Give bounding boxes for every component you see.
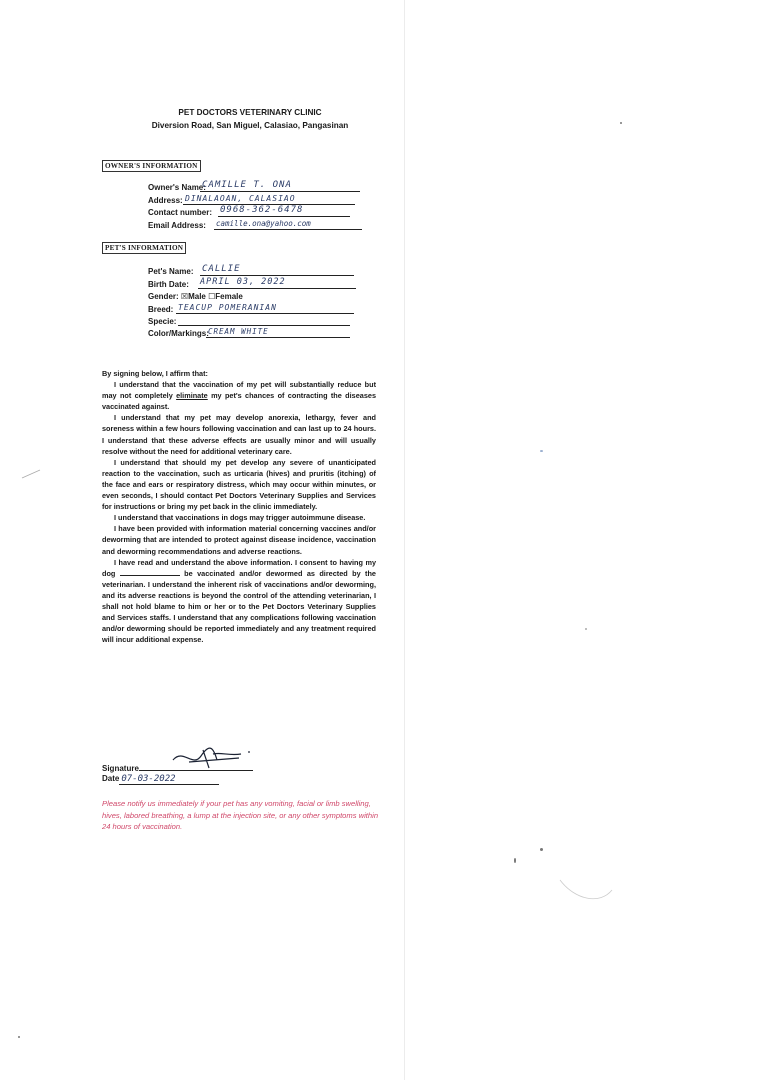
pet-name-value: CALLIE bbox=[200, 264, 354, 276]
owner-contact-value: 0968-362-6478 bbox=[218, 205, 350, 217]
affirmation-p6-text-b: be vaccinated and/or dewormed as directed by the veterinarian. I understand the inherent risk of vaccinations and/or deworming, and its adverse reactions is beyond the control of the attending veterinarian, I shall not hold blame to him or her or to the Pet Doctors Veterinary Supplies and Services staffs. I understand that any complications following vaccination and/or deworming should be reported immediately and any treatment required will incur additional expense. bbox=[102, 568, 376, 645]
scan-speck bbox=[585, 628, 587, 630]
handwritten-signature bbox=[169, 742, 259, 772]
affirmation-section bbox=[102, 368, 376, 645]
signature-field bbox=[102, 762, 253, 773]
pet-birthdate-field bbox=[148, 277, 286, 290]
pet-section-title: PET'S INFORMATION bbox=[102, 242, 186, 254]
clinic-address: Diversion Road, San Miguel, Calasiao, Pangasinan bbox=[151, 121, 349, 130]
scan-speck bbox=[540, 848, 543, 851]
pet-specie-value bbox=[178, 316, 350, 326]
owner-name-value: CAMILLE T. ONA bbox=[200, 180, 360, 192]
pet-breed-label: Breed: bbox=[148, 305, 174, 314]
affirmation-paragraph-5: I have been provided with information material concerning vaccines and/or deworming that are intended to protect against disease incidence, vaccination and deworming recommendations and adverse reactions. bbox=[102, 524, 376, 556]
owner-email-value: camille.ona@yahoo.com bbox=[214, 218, 362, 230]
dog-name-blank bbox=[120, 568, 180, 576]
vaccination-notice: Please notify us immediately if your pet has any vomiting, facial or limb swelling, hives, labored breathing, a lump at the injection site, or any other symptoms within 24 hours of vaccination. bbox=[102, 799, 379, 831]
owner-name-label: Owner's Name: bbox=[148, 183, 206, 192]
date-label: Date bbox=[102, 774, 120, 783]
owner-contact-label: Contact number: bbox=[148, 208, 212, 217]
pet-birthdate-value: APRIL 03, 2022 bbox=[198, 277, 356, 289]
signature-label: Signature bbox=[102, 764, 139, 773]
date-value: 07-03-2022 bbox=[119, 774, 219, 785]
affirmation-p1-underlined: eliminate bbox=[176, 391, 208, 401]
gender-female-label: Female bbox=[215, 292, 243, 301]
pet-breed-field bbox=[148, 303, 277, 315]
owner-address-field bbox=[148, 194, 296, 206]
pet-specie-label: Specie: bbox=[148, 317, 177, 326]
pet-gender-field bbox=[148, 291, 243, 302]
pet-color-label: Color/Markings: bbox=[148, 329, 209, 338]
clinic-name: PET DOCTORS VETERINARY CLINIC bbox=[178, 108, 322, 117]
scan-speck bbox=[540, 450, 543, 452]
gender-male-label: Male bbox=[188, 292, 206, 301]
scan-speck bbox=[514, 858, 516, 863]
owner-section-title: OWNER'S INFORMATION bbox=[102, 160, 201, 172]
affirmation-p1-text-a: I understand that the vaccination of my pet will substantially reduce but may not completely bbox=[102, 380, 376, 401]
pet-name-field bbox=[148, 264, 241, 277]
date-field bbox=[102, 774, 219, 785]
pet-specie-field bbox=[148, 316, 176, 327]
gender-male-checkbox: ☒ bbox=[180, 292, 189, 301]
owner-address-label: Address: bbox=[148, 196, 183, 205]
scan-speck bbox=[620, 122, 622, 124]
pet-gender-label: Gender: bbox=[148, 292, 179, 301]
affirmation-p6-text-a: I have read and understand the above information. I consent to having my dog bbox=[102, 557, 376, 578]
signature-line bbox=[139, 762, 253, 771]
owner-email-label: Email Address: bbox=[148, 221, 206, 230]
affirmation-paragraph-2: I understand that my pet may develop anorexia, lethargy, fever and soreness within a few hours following vaccination and can last up to 24 hours. I understand that these adverse effects are usually minor and will usually resolve without the need for additional veterinary care. bbox=[102, 413, 376, 456]
pet-breed-value: TEACUP POMERANIAN bbox=[176, 302, 354, 314]
pet-color-value: CREAM WHITE bbox=[206, 326, 350, 338]
owner-email-field bbox=[148, 219, 311, 231]
affirmation-p1-text-b: my pet's chances of contracting the diseases vaccinated against. bbox=[102, 391, 376, 412]
pet-color-field bbox=[148, 327, 269, 339]
affirmation-paragraph-3: I understand that should my pet develop any severe of unanticipated reaction to the vaccination, such as urticaria (hives) and pruritis (itching) of the face and ears or respiratory distress, which may occur within minutes, or even seconds, I should contact Pet Doctors Veterinary Supplies and Services for instructions or bring my pet back in the clinic immediately. bbox=[102, 457, 376, 512]
pet-birthdate-label: Birth Date: bbox=[148, 280, 189, 289]
affirmation-paragraph-6 bbox=[102, 557, 376, 646]
scan-speck bbox=[18, 1036, 20, 1038]
affirmation-paragraph-4: I understand that vaccinations in dogs may trigger autoimmune disease. bbox=[114, 513, 366, 523]
pet-name-label: Pet's Name: bbox=[148, 267, 194, 276]
fold-line bbox=[404, 0, 405, 1080]
owner-address-value: DINALAOAN, CALASIAO bbox=[183, 193, 355, 205]
affirmation-paragraph-1 bbox=[102, 379, 376, 412]
gender-female-checkbox: ☐ bbox=[208, 292, 216, 301]
owner-name-field bbox=[148, 180, 292, 193]
owner-contact-field bbox=[148, 205, 304, 218]
affirmation-intro: By signing below, I affirm that: bbox=[102, 369, 208, 378]
